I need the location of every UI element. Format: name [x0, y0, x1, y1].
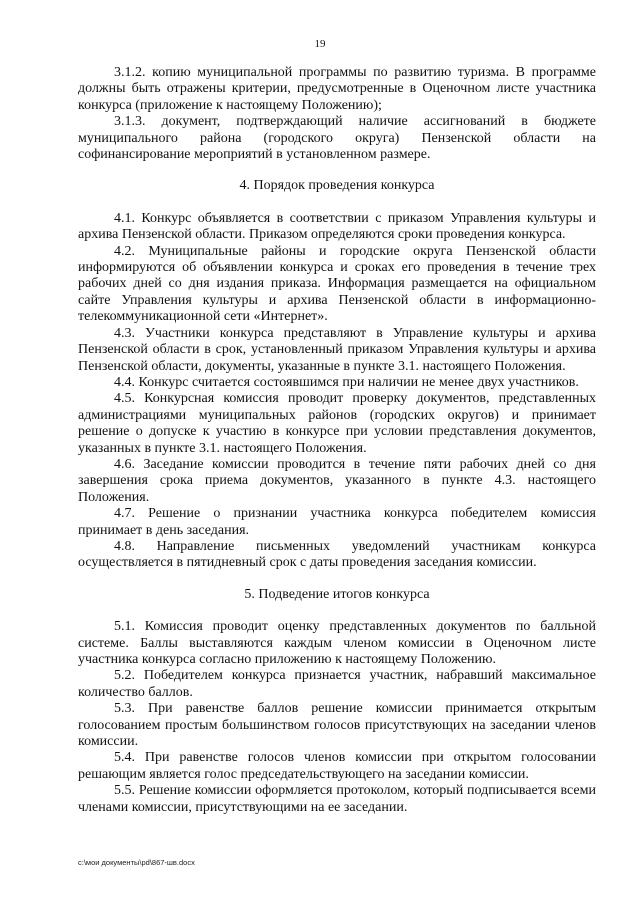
paragraph-5-1: 5.1. Комиссия проводит оценку представленных документов по балльной системе. Баллы выставляются каждым членом комиссии в Оценочном листе участника конкурса согласно приложению к настоящему Положению. — [78, 619, 596, 667]
paragraph-4-4: 4.4. Конкурс считается состоявшимся при наличии не менее двух участников. — [114, 374, 579, 390]
paragraph-4-6: 4.6. Заседание комиссии проводится в течение пяти рабочих дней со дня завершения срока приема документов, указанного в пункте 4.3. настоящего Положения. — [78, 456, 596, 505]
paragraph-4-5: 4.5. Конкурсная комиссия проводит проверку документов, представленных администрациями муниципальных районов (городских округов) и принимает решение о допуске к участию в конкурсе при условии представления документов, указанных в пункте 3.1. настоящего Положения. — [78, 391, 596, 456]
paragraph-4-7: 4.7. Решение о признании участника конкурса победителем комиссия принимает в день заседания. — [78, 506, 596, 538]
paragraph-4-2: 4.2. Муниципальные районы и городские округа Пензенской области информируются об объявлении конкурса и сроках его проведения в течение трех рабочих дней со дня издания приказа. Информация размещается на официальном сайте Управления культуры и архива Пензенской области в информационно-телекоммуникационной сети «Интернет». — [78, 243, 596, 325]
paragraph-4-3: 4.3. Участники конкурса представляют в Управление культуры и архива Пензенской области в срок, установленный приказом Управления культуры и архива Пензенской области, документы, указанные в пункте 3.1. настоящего Положения. — [78, 325, 596, 374]
paragraph-3-1-3: 3.1.3. документ, подтверждающий наличие ассигнований в бюджете муниципального района (городского округа) Пензенской области на софинансирование мероприятий в установленном размере. — [78, 114, 596, 163]
section-5-heading: 5. Подведение итогов конкурса — [244, 586, 430, 602]
file-path-footer: c:\мои документы\pd\867-шв.docx — [78, 858, 195, 867]
document-body — [78, 65, 596, 816]
paragraph-3-1-2: 3.1.2. копию муниципальной программы по развитию туризма. В программе должны быть отражены критерии, предусмотренные в Оценочном листе участника конкурса (приложение к настоящему Положению); — [78, 65, 596, 113]
paragraph-4-8: 4.8. Направление письменных уведомлений участникам конкурса осуществляется в пятидневный срок с даты проведения заседания комиссии. — [78, 538, 596, 571]
section-4-heading: 4. Порядок проведения конкурса — [239, 178, 435, 194]
paragraph-5-3: 5.3. При равенстве баллов решение комиссии принимается открытым голосованием простым большинством голосов присутствующих на заседании членов комиссии. — [78, 701, 596, 750]
paragraph-5-5: 5.5. Решение комиссии оформляется протоколом, который подписывается всеми членами комиссии, присутствующими на ее заседании. — [78, 783, 596, 815]
paragraph-4-1: 4.1. Конкурс объявляется в соответствии с приказом Управления культуры и архива Пензенской области. Приказом определяются сроки проведения конкурса. — [78, 210, 596, 243]
page-number: 19 — [314, 38, 326, 50]
paragraph-5-2: 5.2. Победителем конкурса признается участник, набравший максимальное количество баллов. — [78, 668, 596, 700]
paragraph-5-4: 5.4. При равенстве голосов членов комиссии при открытом голосовании решающим является голос председательствующего на заседании комиссии. — [78, 750, 596, 782]
